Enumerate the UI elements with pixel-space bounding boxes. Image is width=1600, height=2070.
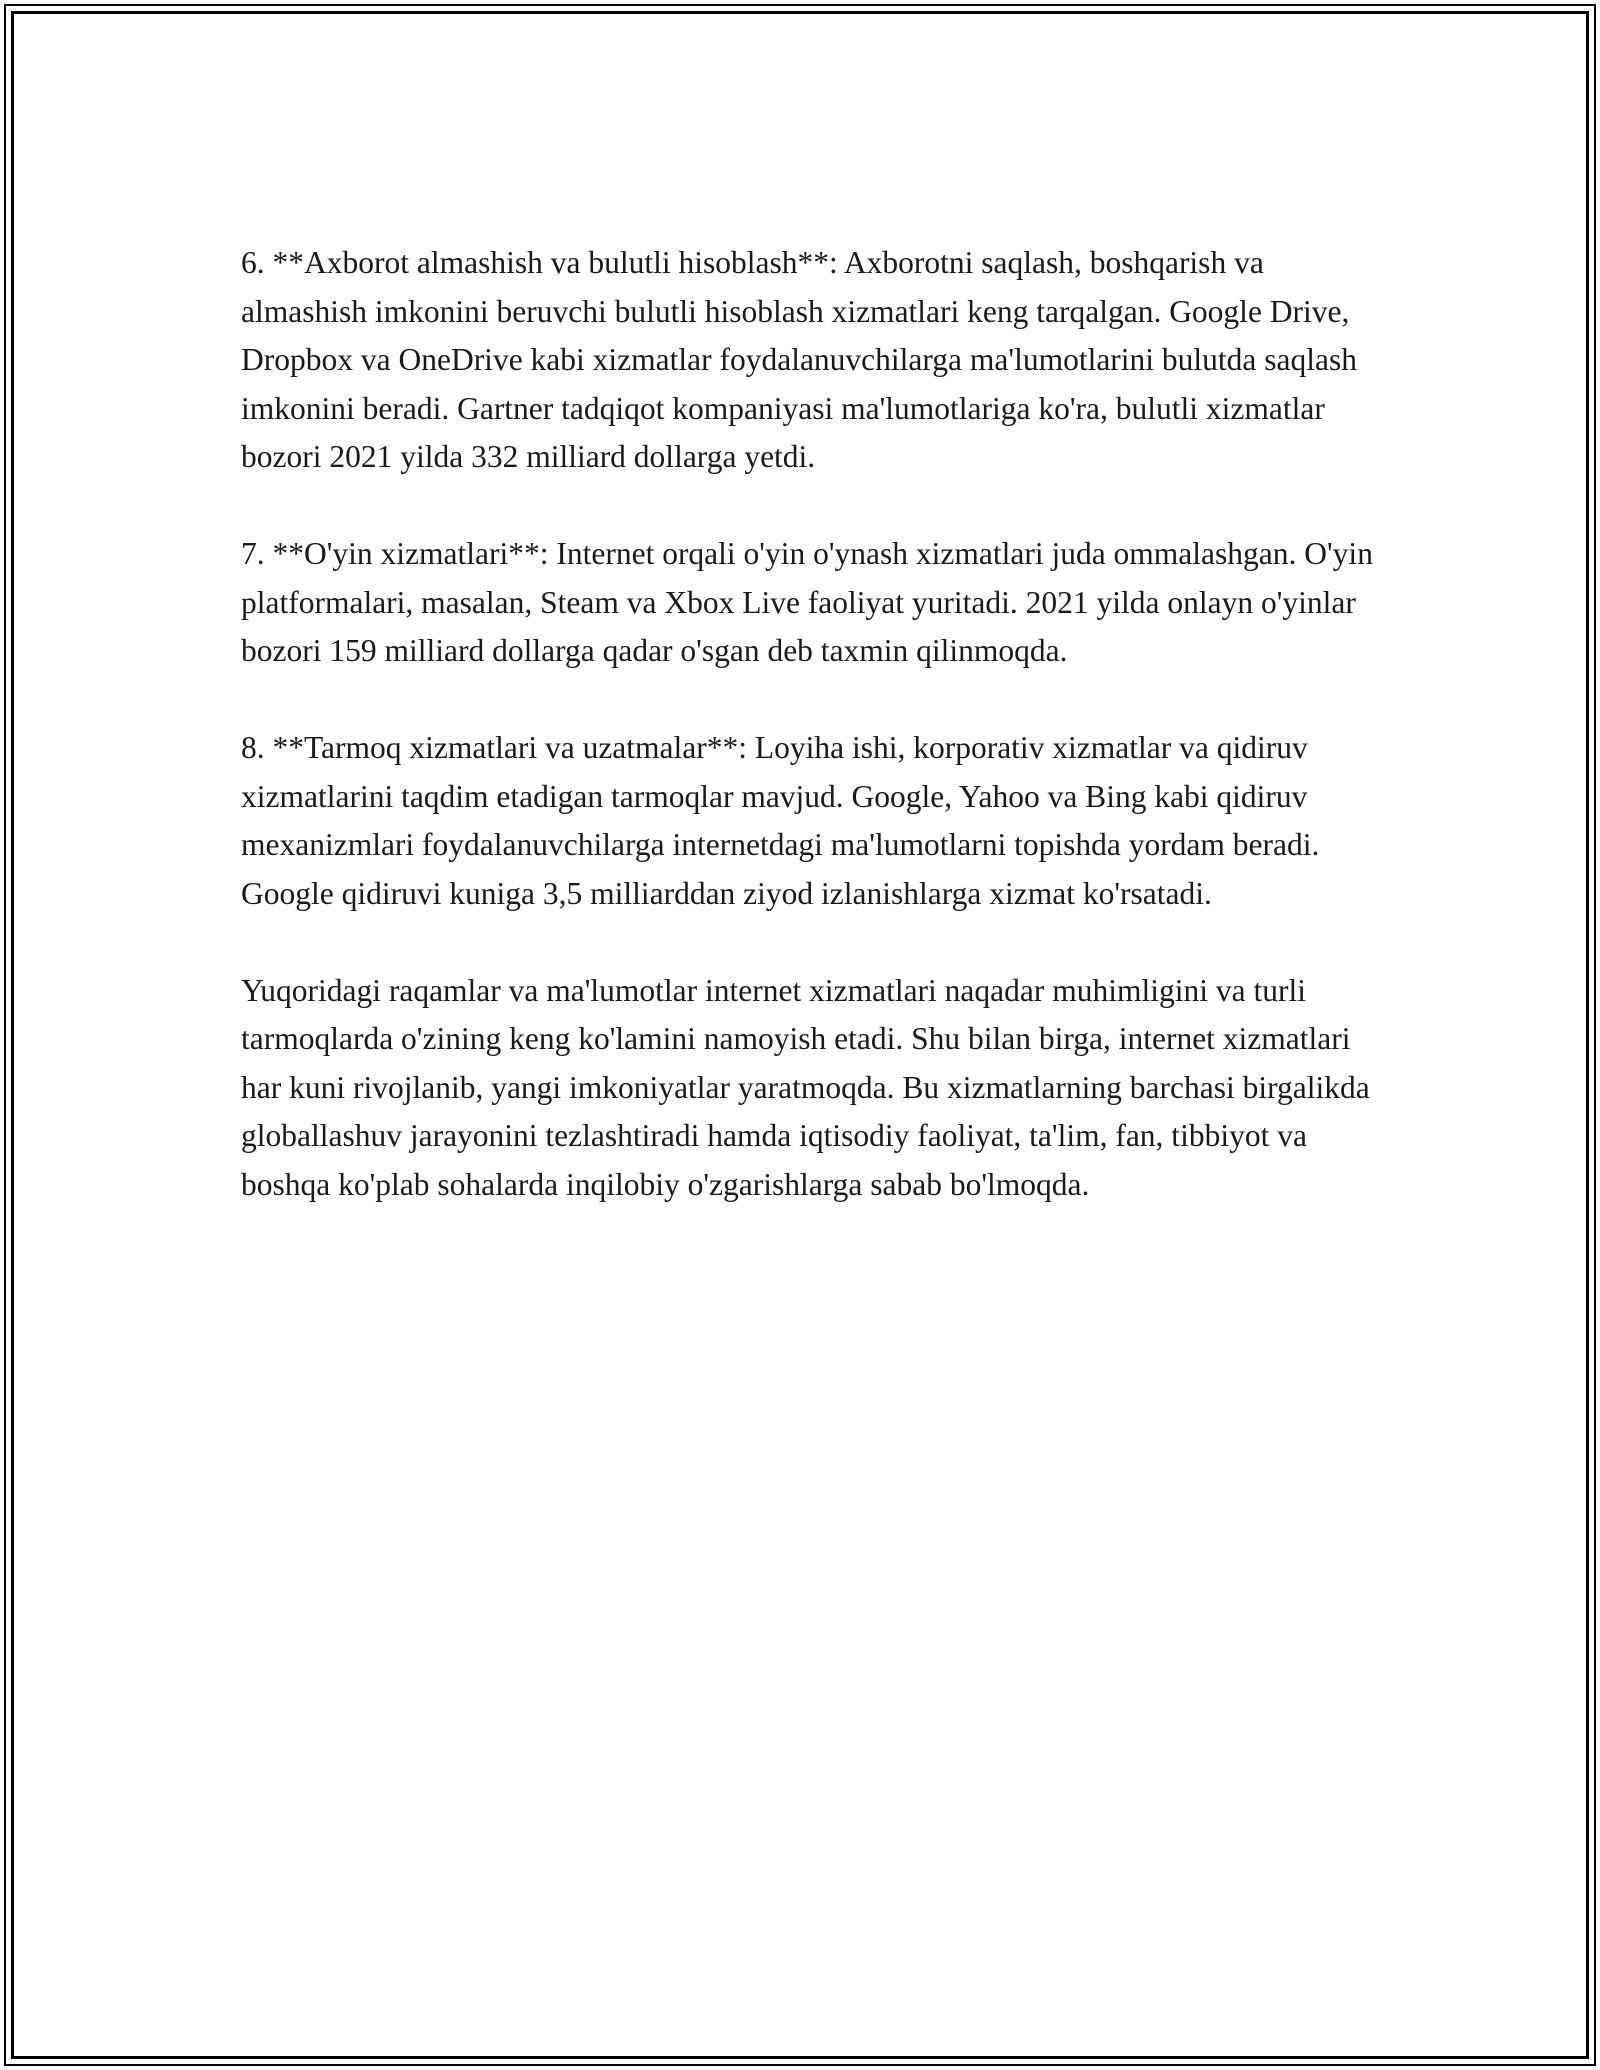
paragraph-cloud-computing: 6. **Axborot almashish va bulutli hisoblash**: Axborotni saqlash, boshqarish va almashish imkonini beruvchi bulutli hisoblash xizmatlari keng tarqalgan. Google Drive, Dropbox va OneDrive kabi xizmatlar foydalanuvchilarga ma'lumotlarini bulutda saqlash imkonini beradi. Gartner tadqiqot kompaniyasi ma'lumotlariga ko'ra, bulutli xizmatlar bozori 2021 yilda 332 milliard dollarga yetdi. — [241, 245, 1358, 474]
document-body — [241, 239, 1376, 1209]
paragraph-conclusion: Yuqoridagi raqamlar va ma'lumotlar internet xizmatlari naqadar muhimligini va turli tarmoqlarda o'zining keng ko'lamini namoyish etadi. Shu bilan birga, internet xizmatlari har kuni rivojlanib, yangi imkoniyatlar yaratmoqda. Bu xizmatlarning barchasi birgalikda globallashuv jarayonini tezlashtiradi hamda iqtisodiy faoliyat, ta'lim, fan, tibbiyot va boshqa ko'plab sohalarda inqilobiy o'zgarishlarga sabab bo'lmoqda. — [241, 972, 1370, 1202]
paragraph-network-services: 8. **Tarmoq xizmatlari va uzatmalar**: Loyiha ishi, korporativ xizmatlar va qidiruv xizmatlarini taqdim etadigan tarmoqlar mavjud. Google, Yahoo va Bing kabi qidiruv mexanizmlari foydalanuvchilarga internetdagi ma'lumotlarni topishda yordam beradi. Google qidiruvi kuniga 3,5 milliarddan ziyod izlanishlarga xizmat ko'rsatadi. — [241, 730, 1320, 911]
paragraph-gaming-services: 7. **O'yin xizmatlari**: Internet orqali o'yin o'ynash xizmatlari juda ommalashgan. O'yin platformalari, masalan, Steam va Xbox Live faoliyat yuritadi. 2021 yilda onlayn o'yinlar bozori 159 milliard dollarga qadar o'sgan deb taxmin qilinmoqda. — [241, 536, 1373, 668]
page-frame — [4, 4, 1596, 2066]
